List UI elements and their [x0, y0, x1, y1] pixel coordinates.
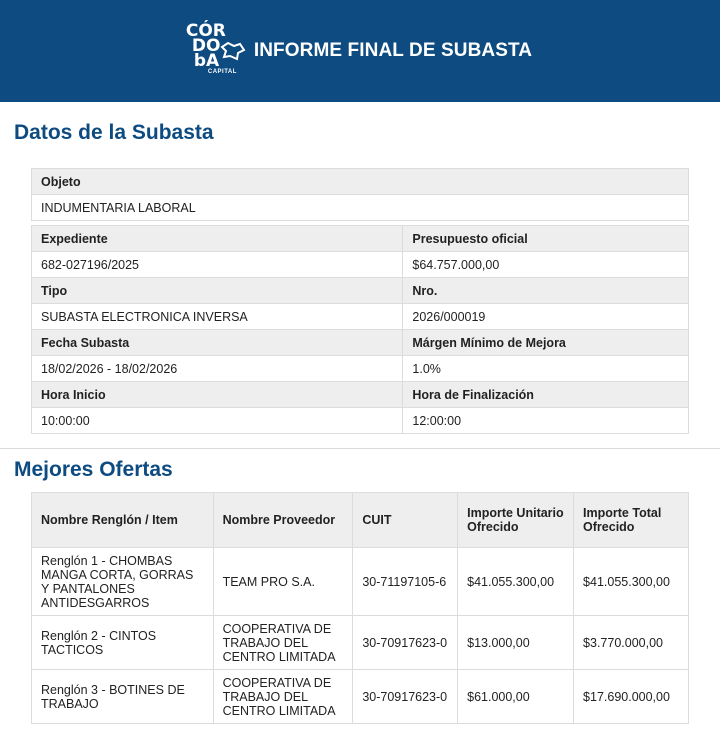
table-row — [32, 616, 689, 670]
cell-cuit: 30-71197105-6 — [353, 548, 458, 616]
expediente-label: Expediente — [32, 226, 403, 252]
column-header-item: Nombre Renglón / Item — [32, 493, 214, 548]
margen-value: 1.0% — [403, 356, 689, 382]
fecha-value: 18/02/2026 - 18/02/2026 — [32, 356, 403, 382]
column-header-cuit: CUIT — [353, 493, 458, 548]
fecha-label: Fecha Subasta — [32, 330, 403, 356]
ofertas-table — [31, 492, 689, 724]
hora-inicio-value: 10:00:00 — [32, 408, 403, 434]
cell-cuit: 30-70917623-0 — [353, 670, 458, 724]
tipo-value: SUBASTA ELECTRONICA INVERSA — [32, 304, 403, 330]
objeto-label: Objeto — [32, 169, 689, 195]
logo-map-shape-icon — [220, 41, 246, 61]
nro-value: 2026/000019 — [403, 304, 689, 330]
subasta-details-table — [31, 225, 689, 434]
hora-inicio-label: Hora Inicio — [32, 382, 403, 408]
cell-proveedor: COOPERATIVA DE TRABAJO DEL CENTRO LIMITADA — [213, 616, 353, 670]
column-header-unitario: Importe Unitario Ofrecido — [458, 493, 574, 548]
presupuesto-label: Presupuesto oficial — [403, 226, 689, 252]
cell-unitario: $13.000,00 — [458, 616, 574, 670]
table-row — [32, 548, 689, 616]
nro-label: Nro. — [403, 278, 689, 304]
cell-proveedor: TEAM PRO S.A. — [213, 548, 353, 616]
column-header-total: Importe Total Ofrecido — [574, 493, 689, 548]
section-title-datos: Datos de la Subasta — [14, 121, 214, 144]
hora-fin-value: 12:00:00 — [403, 408, 689, 434]
cell-unitario: $41.055.300,00 — [458, 548, 574, 616]
section-title-ofertas: Mejores Ofertas — [14, 458, 173, 481]
objeto-table — [31, 168, 689, 221]
cell-total: $17.690.000,00 — [574, 670, 689, 724]
cordoba-capital-logo: CÓR DO bA CAPITAL — [184, 21, 252, 81]
cell-item: Renglón 3 - BOTINES DE TRABAJO — [32, 670, 214, 724]
margen-label: Márgen Mínimo de Mejora — [403, 330, 689, 356]
hora-fin-label: Hora de Finalización — [403, 382, 689, 408]
tipo-label: Tipo — [32, 278, 403, 304]
report-header — [0, 0, 720, 102]
table-row — [32, 670, 689, 724]
objeto-value: INDUMENTARIA LABORAL — [32, 195, 689, 221]
report-title: INFORME FINAL DE SUBASTA — [253, 40, 533, 61]
cell-item: Renglón 2 - CINTOS TACTICOS — [32, 616, 214, 670]
cell-total: $3.770.000,00 — [574, 616, 689, 670]
cell-item: Renglón 1 - CHOMBAS MANGA CORTA, GORRAS Y PANTALONES ANTIDESGARROS — [32, 548, 214, 616]
cell-cuit: 30-70917623-0 — [353, 616, 458, 670]
expediente-value: 682-027196/2025 — [32, 252, 403, 278]
presupuesto-value: $64.757.000,00 — [403, 252, 689, 278]
cell-proveedor: COOPERATIVA DE TRABAJO DEL CENTRO LIMITADA — [213, 670, 353, 724]
cell-unitario: $61.000,00 — [458, 670, 574, 724]
cell-total: $41.055.300,00 — [574, 548, 689, 616]
column-header-proveedor: Nombre Proveedor — [213, 493, 353, 548]
section-divider — [0, 448, 720, 449]
